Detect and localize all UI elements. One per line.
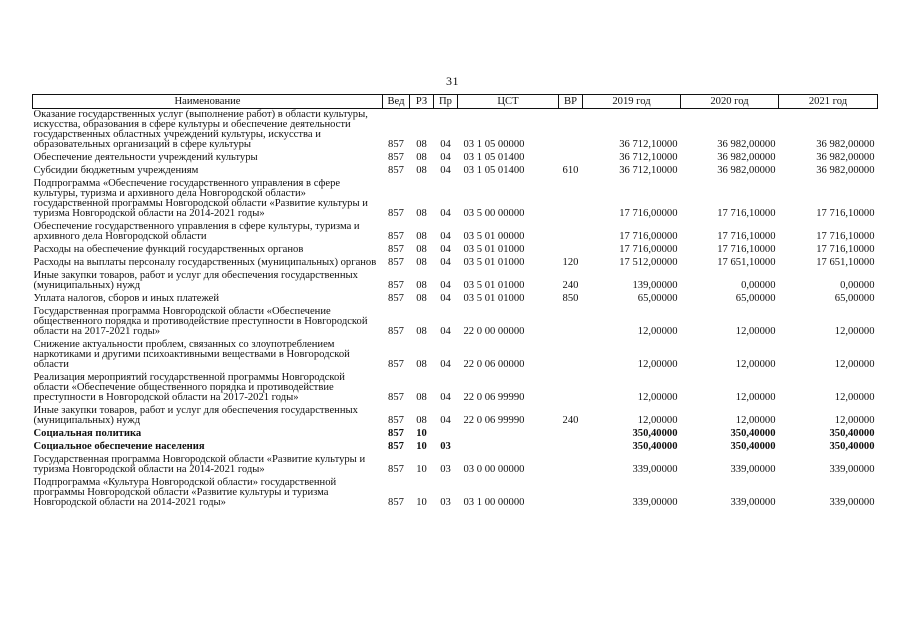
row-value-2019: 12,00000	[637, 326, 678, 337]
row-pr: 04	[440, 359, 451, 370]
row-value-2020: 12,00000	[735, 326, 776, 337]
row-vr: 120	[562, 257, 579, 268]
column-header-vr: ВР	[559, 95, 583, 109]
row-value-2021: 0,00000	[840, 280, 875, 291]
row-vr: 850	[562, 293, 579, 304]
row-ved: 857	[388, 464, 404, 475]
table-header-row	[33, 95, 878, 109]
row-rz: 08	[416, 280, 427, 291]
row-name: Обеспечение деятельности учреждений культуры	[33, 152, 258, 163]
row-name: Оказание государственных услуг (выполнение работ) в области культуры, искусства, образования в сфере культуры и обеспечение деятельности государственных областных учреждений культуры, искусства и образовательных организаций в сфере культуры	[33, 109, 368, 150]
row-cst: 03 5 01 00000	[463, 231, 525, 242]
row-value-2020: 0,00000	[741, 280, 776, 291]
row-rz: 08	[416, 392, 427, 403]
row-vr	[559, 454, 583, 477]
row-value-2021: 12,00000	[834, 326, 875, 337]
row-rz: 08	[416, 326, 427, 337]
row-name: Иные закупки товаров, работ и услуг для обеспечения государственных (муниципальных) нужд	[33, 270, 358, 291]
row-pr	[434, 428, 458, 441]
row-value-2020: 17 651,10000	[717, 257, 776, 268]
row-rz: 08	[416, 231, 427, 242]
row-value-2020: 17 716,10000	[717, 244, 776, 255]
row-value-2020: 36 982,00000	[717, 152, 776, 163]
row-pr: 04	[440, 257, 451, 268]
row-ved: 857	[388, 165, 404, 176]
table-row	[33, 293, 878, 306]
table-row	[33, 165, 878, 178]
row-ved: 857	[388, 428, 404, 439]
row-name: Уплата налогов, сборов и иных платежей	[33, 293, 220, 304]
row-value-2019: 17 716,00000	[619, 231, 678, 242]
row-name: Подпрограмма «Обеспечение государственного управления в сфере культуры, туризма и архивного дела Новгородской области» государственной программы Новгородской области «Развитие культуры и туризма Новгородской области на 2014-2021 годы»	[33, 178, 368, 219]
row-pr: 03	[440, 464, 451, 475]
row-rz: 08	[416, 165, 427, 176]
row-value-2020: 65,00000	[735, 293, 776, 304]
column-header-rz: РЗ	[410, 95, 434, 109]
row-value-2021: 12,00000	[834, 359, 875, 370]
row-name: Обеспечение государственного управления в сфере культуры, туризма и архивного дела Новгородской области	[33, 221, 360, 242]
row-value-2021: 65,00000	[834, 293, 875, 304]
table-row	[33, 178, 878, 221]
row-name: Социальное обеспечение населения	[33, 441, 205, 452]
row-ved: 857	[388, 497, 404, 508]
row-value-2021: 339,00000	[829, 497, 875, 508]
row-value-2021: 17 716,10000	[816, 208, 875, 219]
row-value-2019: 339,00000	[632, 497, 678, 508]
row-pr: 04	[440, 231, 451, 242]
row-ved: 857	[388, 415, 404, 426]
row-value-2021: 17 651,10000	[816, 257, 875, 268]
row-value-2021: 350,40000	[829, 428, 875, 439]
row-name: Подпрограмма «Культура Новгородской области» государственной программы Новгородской области «Развитие культуры и туризма Новгородской области на 2014-2021 годы»	[33, 477, 337, 508]
row-name: Социальная политика	[33, 428, 142, 439]
table-row	[33, 441, 878, 454]
table-row	[33, 244, 878, 257]
row-value-2019: 17 512,00000	[619, 257, 678, 268]
row-vr	[559, 152, 583, 165]
row-cst: 22 0 06 00000	[463, 359, 525, 370]
row-ved: 857	[388, 280, 404, 291]
row-value-2019: 17 716,00000	[619, 244, 678, 255]
column-header-name: Наименование	[33, 95, 383, 109]
row-name: Иные закупки товаров, работ и услуг для обеспечения государственных (муниципальных) нужд	[33, 405, 358, 426]
row-name: Расходы на выплаты персоналу государственных (муниципальных) органов	[33, 257, 377, 268]
row-value-2019: 36 712,10000	[619, 165, 678, 176]
row-vr	[559, 339, 583, 372]
row-rz: 08	[416, 415, 427, 426]
row-value-2019: 36 712,10000	[619, 139, 678, 150]
row-vr	[559, 441, 583, 454]
table-row	[33, 221, 878, 244]
row-pr: 04	[440, 165, 451, 176]
row-cst: 03 0 00 00000	[463, 464, 525, 475]
row-rz: 08	[416, 139, 427, 150]
row-pr: 04	[440, 208, 451, 219]
row-vr	[559, 244, 583, 257]
row-value-2019: 12,00000	[637, 392, 678, 403]
row-vr: 610	[562, 165, 579, 176]
row-vr	[559, 306, 583, 339]
row-value-2019: 350,40000	[632, 428, 678, 439]
row-cst: 03 1 00 00000	[463, 497, 525, 508]
row-value-2021: 339,00000	[829, 464, 875, 475]
row-value-2019: 350,40000	[632, 441, 678, 452]
row-ved: 857	[388, 231, 404, 242]
table-row	[33, 372, 878, 405]
row-value-2021: 17 716,10000	[816, 231, 875, 242]
row-cst: 03 5 01 01000	[463, 257, 525, 268]
row-ved: 857	[388, 441, 404, 452]
row-value-2019: 17 716,00000	[619, 208, 678, 219]
row-rz: 10	[416, 441, 427, 452]
row-value-2019: 12,00000	[637, 415, 678, 426]
row-value-2020: 339,00000	[730, 497, 776, 508]
row-cst	[458, 428, 559, 441]
row-vr	[559, 477, 583, 510]
row-cst: 03 1 05 01400	[463, 165, 525, 176]
row-vr	[559, 221, 583, 244]
row-name: Реализация мероприятий государственной программы Новгородской области «Обеспечение общественного порядка и противодействие преступности в Новгородской области на 2017-2021 годы»	[33, 372, 345, 403]
row-name: Субсидии бюджетным учреждениям	[33, 165, 199, 176]
row-value-2021: 36 982,00000	[816, 139, 875, 150]
row-cst: 03 5 00 00000	[463, 208, 525, 219]
row-cst: 22 0 06 99990	[463, 392, 525, 403]
row-rz: 10	[416, 428, 427, 439]
row-ved: 857	[388, 359, 404, 370]
row-value-2020: 17 716,10000	[717, 208, 776, 219]
row-rz: 08	[416, 359, 427, 370]
row-pr: 04	[440, 415, 451, 426]
row-rz: 08	[416, 208, 427, 219]
row-value-2020: 12,00000	[735, 359, 776, 370]
row-value-2021: 12,00000	[834, 392, 875, 403]
row-value-2020: 350,40000	[730, 441, 776, 452]
row-ved: 857	[388, 392, 404, 403]
row-value-2019: 139,00000	[632, 280, 678, 291]
row-vr	[559, 372, 583, 405]
row-pr: 04	[440, 152, 451, 163]
row-cst: 22 0 06 99990	[463, 415, 525, 426]
row-rz: 08	[416, 257, 427, 268]
column-header-2020: 2020 год	[681, 95, 779, 109]
row-value-2020: 339,00000	[730, 464, 776, 475]
row-name: Снижение актуальности проблем, связанных со злоупотреблением наркотиками и другими психоактивными веществами в Новгородской области	[33, 339, 350, 370]
row-value-2020: 350,40000	[730, 428, 776, 439]
row-vr	[559, 428, 583, 441]
row-pr: 04	[440, 139, 451, 150]
row-value-2019: 339,00000	[632, 464, 678, 475]
table-row	[33, 477, 878, 510]
row-vr: 240	[562, 280, 579, 291]
budget-table	[32, 94, 878, 510]
column-header-cst: ЦСТ	[458, 95, 559, 109]
table-body	[33, 109, 878, 511]
row-value-2020: 12,00000	[735, 415, 776, 426]
table-row	[33, 428, 878, 441]
row-ved: 857	[388, 139, 404, 150]
row-vr: 240	[562, 415, 579, 426]
row-value-2020: 12,00000	[735, 392, 776, 403]
row-vr	[559, 109, 583, 153]
row-name: Государственная программа Новгородской области «Обеспечение общественного порядка и противодействие преступности в Новгородской области на 2017-2021 годы»	[33, 306, 368, 337]
table-row	[33, 109, 878, 153]
row-vr	[559, 178, 583, 221]
table-row	[33, 454, 878, 477]
row-value-2020: 36 982,00000	[717, 165, 776, 176]
row-pr: 04	[440, 392, 451, 403]
page-number: 31	[446, 74, 459, 88]
row-rz: 08	[416, 152, 427, 163]
row-ved: 857	[388, 326, 404, 337]
row-ved: 857	[388, 293, 404, 304]
row-rz: 08	[416, 293, 427, 304]
row-pr: 03	[440, 497, 451, 508]
row-pr: 04	[440, 280, 451, 291]
row-name: Расходы на обеспечение функций государственных органов	[33, 244, 304, 255]
row-value-2020: 17 716,10000	[717, 231, 776, 242]
table-row	[33, 257, 878, 270]
row-rz: 10	[416, 464, 427, 475]
column-header-2021: 2021 год	[779, 95, 878, 109]
row-cst: 03 5 01 01000	[463, 244, 525, 255]
row-ved: 857	[388, 208, 404, 219]
row-pr: 04	[440, 326, 451, 337]
row-rz: 08	[416, 244, 427, 255]
row-ved: 857	[388, 152, 404, 163]
row-cst: 03 1 05 01400	[463, 152, 525, 163]
table-row	[33, 405, 878, 428]
column-header-2019: 2019 год	[583, 95, 681, 109]
row-value-2021: 350,40000	[829, 441, 875, 452]
row-rz: 10	[416, 497, 427, 508]
row-name: Государственная программа Новгородской области «Развитие культуры и туризма Новгородской области на 2014-2021 годы»	[33, 454, 366, 475]
row-value-2019: 36 712,10000	[619, 152, 678, 163]
row-value-2021: 36 982,00000	[816, 152, 875, 163]
row-cst: 03 5 01 01000	[463, 280, 525, 291]
row-pr: 04	[440, 293, 451, 304]
table-row	[33, 152, 878, 165]
column-header-ved: Вед	[383, 95, 410, 109]
row-value-2021: 36 982,00000	[816, 165, 875, 176]
row-value-2019: 65,00000	[637, 293, 678, 304]
row-pr: 03	[440, 441, 451, 452]
row-value-2021: 17 716,10000	[816, 244, 875, 255]
column-header-pr: Пр	[434, 95, 458, 109]
table-row	[33, 270, 878, 293]
row-cst: 03 1 05 00000	[463, 139, 525, 150]
row-ved: 857	[388, 257, 404, 268]
row-value-2019: 12,00000	[637, 359, 678, 370]
row-value-2021: 12,00000	[834, 415, 875, 426]
row-pr: 04	[440, 244, 451, 255]
row-value-2020: 36 982,00000	[717, 139, 776, 150]
table-row	[33, 339, 878, 372]
row-cst: 22 0 00 00000	[463, 326, 525, 337]
table-row	[33, 306, 878, 339]
row-cst: 03 5 01 01000	[463, 293, 525, 304]
row-ved: 857	[388, 244, 404, 255]
row-cst	[458, 441, 559, 454]
